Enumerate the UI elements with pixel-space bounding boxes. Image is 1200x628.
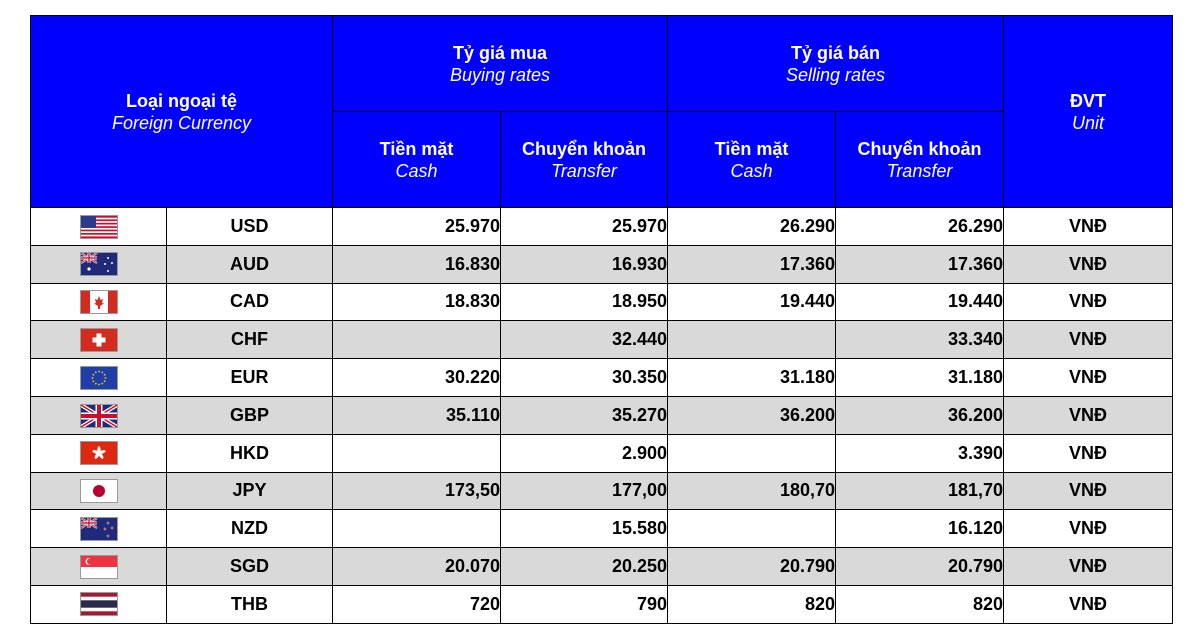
currency-code: HKD — [167, 434, 333, 472]
currency-header-en: Foreign Currency — [111, 112, 252, 133]
sell-transfer-value: 19.440 — [836, 283, 1004, 321]
currency-column-header — [31, 16, 333, 208]
buy-transfer-value: 15.580 — [501, 510, 668, 548]
flag-cell — [31, 548, 167, 586]
buy-cash-value: 35.110 — [333, 396, 501, 434]
sg-flag-icon — [81, 556, 117, 578]
buy-transfer-value: 18.950 — [501, 283, 668, 321]
table-row — [31, 359, 1173, 397]
selling-rates-header — [668, 16, 1004, 112]
unit-value: VNĐ — [1004, 396, 1173, 434]
currency-code: AUD — [167, 245, 333, 283]
flag-cell — [31, 359, 167, 397]
buy-cash-value: 25.970 — [333, 208, 501, 246]
flag-cell — [31, 283, 167, 321]
unit-header-en: Unit — [1071, 112, 1104, 133]
table-row — [31, 245, 1173, 283]
us-flag-icon — [81, 216, 117, 238]
unit-value: VNĐ — [1004, 510, 1173, 548]
sell-transfer-value: 820 — [836, 585, 1004, 623]
table-row — [31, 472, 1173, 510]
buy-cash-value — [333, 434, 501, 472]
sell-cash-value: 19.440 — [668, 283, 836, 321]
currency-code: SGD — [167, 548, 333, 586]
currency-code: CHF — [167, 321, 333, 359]
table-row — [31, 434, 1173, 472]
sell-cash-value — [668, 434, 836, 472]
sell-transfer-value: 26.290 — [836, 208, 1004, 246]
sell-cash-value: 17.360 — [668, 245, 836, 283]
eu-flag-icon — [81, 367, 117, 389]
sell-transfer-value: 3.390 — [836, 434, 1004, 472]
buy-transfer-value: 25.970 — [501, 208, 668, 246]
currency-code: CAD — [167, 283, 333, 321]
flag-cell — [31, 510, 167, 548]
unit-column-header — [1004, 16, 1173, 208]
ch-flag-icon — [81, 329, 117, 351]
jp-flag-icon — [81, 480, 117, 502]
buy-cash-value: 30.220 — [333, 359, 501, 397]
currency-header-vi: Loại ngoại tệ — [125, 90, 237, 111]
unit-value: VNĐ — [1004, 321, 1173, 359]
buy-cash-value: 173,50 — [333, 472, 501, 510]
buy-cash-value — [333, 321, 501, 359]
sell-cash-header-en: Cash — [730, 160, 773, 181]
currency-code: EUR — [167, 359, 333, 397]
currency-code: GBP — [167, 396, 333, 434]
sell-transfer-value: 20.790 — [836, 548, 1004, 586]
flag-cell — [31, 321, 167, 359]
sell-transfer-value: 36.200 — [836, 396, 1004, 434]
sell-transfer-value: 33.340 — [836, 321, 1004, 359]
sell-cash-header — [668, 112, 836, 208]
buy-cash-header — [333, 112, 501, 208]
sell-cash-value: 31.180 — [668, 359, 836, 397]
rate-rows — [31, 208, 1173, 624]
sell-transfer-header-vi: Chuyển khoản — [857, 138, 982, 159]
unit-value: VNĐ — [1004, 548, 1173, 586]
buy-transfer-header-en: Transfer — [551, 160, 617, 181]
buy-transfer-value: 2.900 — [501, 434, 668, 472]
sell-cash-header-vi: Tiền mặt — [714, 138, 789, 159]
buy-transfer-value: 790 — [501, 585, 668, 623]
sell-cash-value — [668, 321, 836, 359]
flag-cell — [31, 208, 167, 246]
sell-cash-value: 36.200 — [668, 396, 836, 434]
buy-cash-header-vi: Tiền mặt — [379, 138, 454, 159]
buy-cash-value — [333, 510, 501, 548]
hk-flag-icon — [81, 442, 117, 464]
unit-header-vi: ĐVT — [1070, 90, 1106, 111]
ca-flag-icon — [81, 291, 117, 313]
buy-transfer-value: 35.270 — [501, 396, 668, 434]
sell-cash-value: 26.290 — [668, 208, 836, 246]
currency-code: JPY — [167, 472, 333, 510]
buying-rates-header — [333, 16, 668, 112]
flag-cell — [31, 434, 167, 472]
sell-transfer-value: 31.180 — [836, 359, 1004, 397]
th-flag-icon — [81, 593, 117, 615]
table-row — [31, 585, 1173, 623]
buy-transfer-value: 177,00 — [501, 472, 668, 510]
unit-value: VNĐ — [1004, 585, 1173, 623]
sell-transfer-value: 16.120 — [836, 510, 1004, 548]
flag-cell — [31, 472, 167, 510]
table-row — [31, 321, 1173, 359]
sell-cash-value: 180,70 — [668, 472, 836, 510]
sell-transfer-value: 181,70 — [836, 472, 1004, 510]
selling-header-en: Selling rates — [785, 64, 886, 85]
buy-transfer-header — [501, 112, 668, 208]
flag-cell — [31, 245, 167, 283]
unit-value: VNĐ — [1004, 245, 1173, 283]
sell-transfer-header-en: Transfer — [886, 160, 953, 181]
table-row — [31, 283, 1173, 321]
buy-cash-header-en: Cash — [395, 160, 438, 181]
buy-transfer-value: 20.250 — [501, 548, 668, 586]
unit-value: VNĐ — [1004, 283, 1173, 321]
buy-transfer-header-vi: Chuyển khoản — [521, 138, 646, 159]
buy-cash-value: 20.070 — [333, 548, 501, 586]
unit-value: VNĐ — [1004, 434, 1173, 472]
buy-transfer-value: 16.930 — [501, 245, 668, 283]
flag-cell — [31, 585, 167, 623]
unit-value: VNĐ — [1004, 359, 1173, 397]
au-flag-icon — [81, 253, 117, 275]
table-row — [31, 208, 1173, 246]
buying-header-en: Buying rates — [449, 64, 551, 85]
table-row — [31, 548, 1173, 586]
table-row — [31, 396, 1173, 434]
flag-cell — [31, 396, 167, 434]
buy-cash-value: 720 — [333, 585, 501, 623]
table-row — [31, 510, 1173, 548]
buying-header-vi: Tỷ giá mua — [452, 42, 548, 63]
selling-header-vi: Tỷ giá bán — [790, 42, 880, 63]
sell-cash-value — [668, 510, 836, 548]
sell-transfer-header — [836, 112, 1004, 208]
exchange-rate-board — [30, 15, 1173, 624]
currency-code: THB — [167, 585, 333, 623]
buy-transfer-value: 30.350 — [501, 359, 668, 397]
nz-flag-icon — [81, 518, 117, 540]
sell-transfer-value: 17.360 — [836, 245, 1004, 283]
gb-flag-icon — [81, 405, 117, 427]
sell-cash-value: 820 — [668, 585, 836, 623]
buy-cash-value: 18.830 — [333, 283, 501, 321]
currency-code: NZD — [167, 510, 333, 548]
exchange-rate-table — [30, 15, 1173, 624]
unit-value: VNĐ — [1004, 208, 1173, 246]
sell-cash-value: 20.790 — [668, 548, 836, 586]
unit-value: VNĐ — [1004, 472, 1173, 510]
buy-cash-value: 16.830 — [333, 245, 501, 283]
buy-transfer-value: 32.440 — [501, 321, 668, 359]
currency-code: USD — [167, 208, 333, 246]
